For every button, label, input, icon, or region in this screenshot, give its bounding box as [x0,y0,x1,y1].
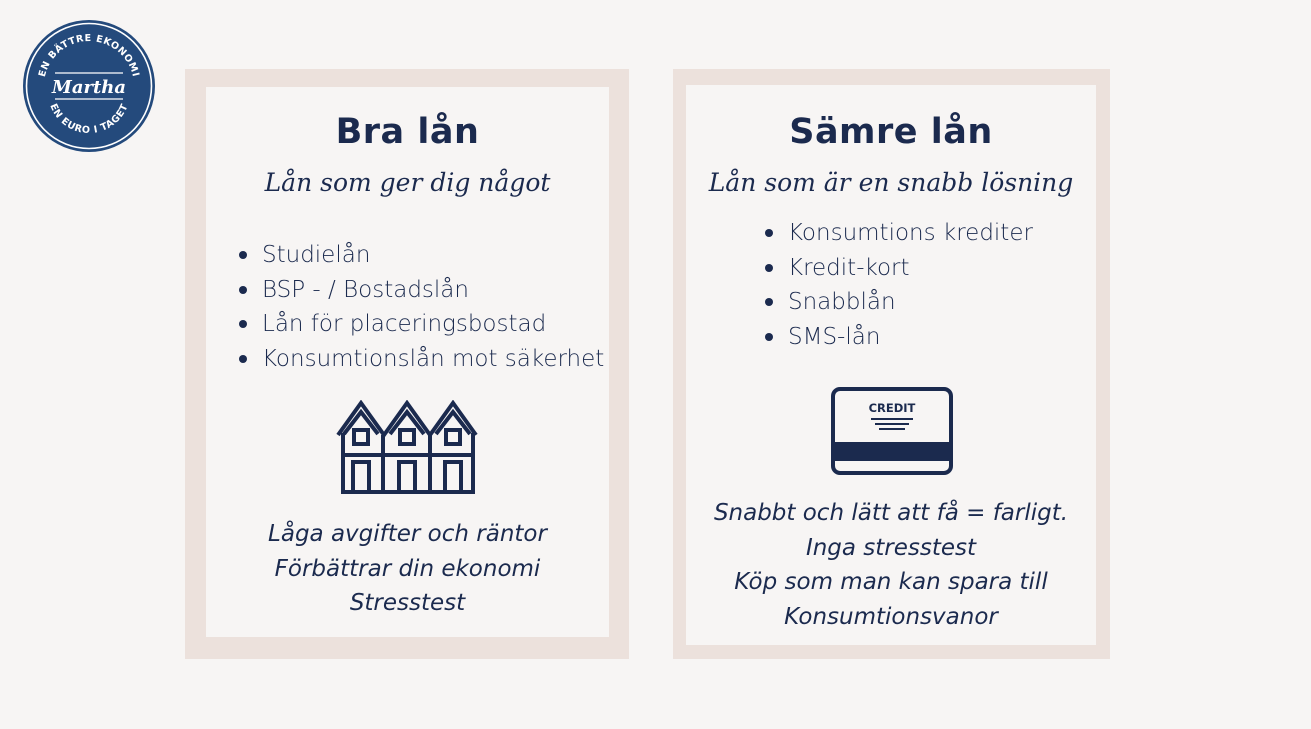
credit-card-icon [830,386,955,478]
logo-bottom-text: EN EURO I TAGET [47,102,131,137]
note-line: Konsumtionsvanor [784,604,998,631]
list-item [763,320,1033,355]
list-item-label: Studielån [262,242,371,268]
note-line: Låga avgifter och räntor [268,521,547,547]
note-line: Stresstest [349,590,466,617]
good-loans-notes [206,517,609,621]
list-item-label: Konsumtionslån mot säkerhet [262,345,605,372]
bad-loans-card-inner [686,85,1096,645]
logo-top-text: EN BÄTTRE EKONOMI [36,32,142,79]
note-line: Snabbt och lätt att få = farligt. [713,500,1069,526]
bad-loans-subtitle: Lån som är en snabb lösning [708,168,1074,197]
bullet-icon [765,229,773,237]
bullet-icon [239,286,247,294]
list-item-label: Lån för placeringsbostad [262,311,547,337]
bullet-icon [239,320,247,328]
note-line: Förbättrar din ekonomi [274,555,541,582]
list-item-label: BSP - / Bostadslån [262,276,469,303]
good-loans-title: Bra lån [335,112,480,152]
bad-loans-title: Sämre lån [789,112,993,152]
list-item [763,285,1033,320]
list-item-label: Konsumtions krediter [788,220,1033,246]
bad-loans-notes [686,496,1096,635]
bullet-icon [239,355,247,363]
martha-logo-badge [22,19,156,153]
note-line: Inga stresstest [805,534,977,561]
bullet-icon [765,264,773,272]
note-line: Köp som man kan spara till [734,569,1048,596]
logo-name: Martha [51,77,127,98]
good-loans-card [185,69,629,659]
bullet-icon [765,298,773,306]
list-item-label: SMS-lån [788,323,881,350]
list-item [237,273,604,308]
houses-icon [335,400,485,496]
bad-loans-card [673,69,1110,659]
list-item [237,238,604,273]
bullet-icon [239,251,247,259]
good-loans-subtitle: Lån som ger dig något [264,168,551,197]
card-label: CREDIT [868,401,916,415]
list-item [763,216,1033,251]
martha-logo [22,19,156,153]
list-item [237,307,604,342]
list-item-label: Kredit-kort [788,254,910,281]
list-item [237,342,604,377]
good-loans-list [237,238,604,376]
list-item [763,251,1033,286]
bad-loans-list [763,216,1033,354]
list-item-label: Snabblån [788,289,896,315]
bullet-icon [765,333,773,341]
good-loans-card-inner [206,87,609,637]
